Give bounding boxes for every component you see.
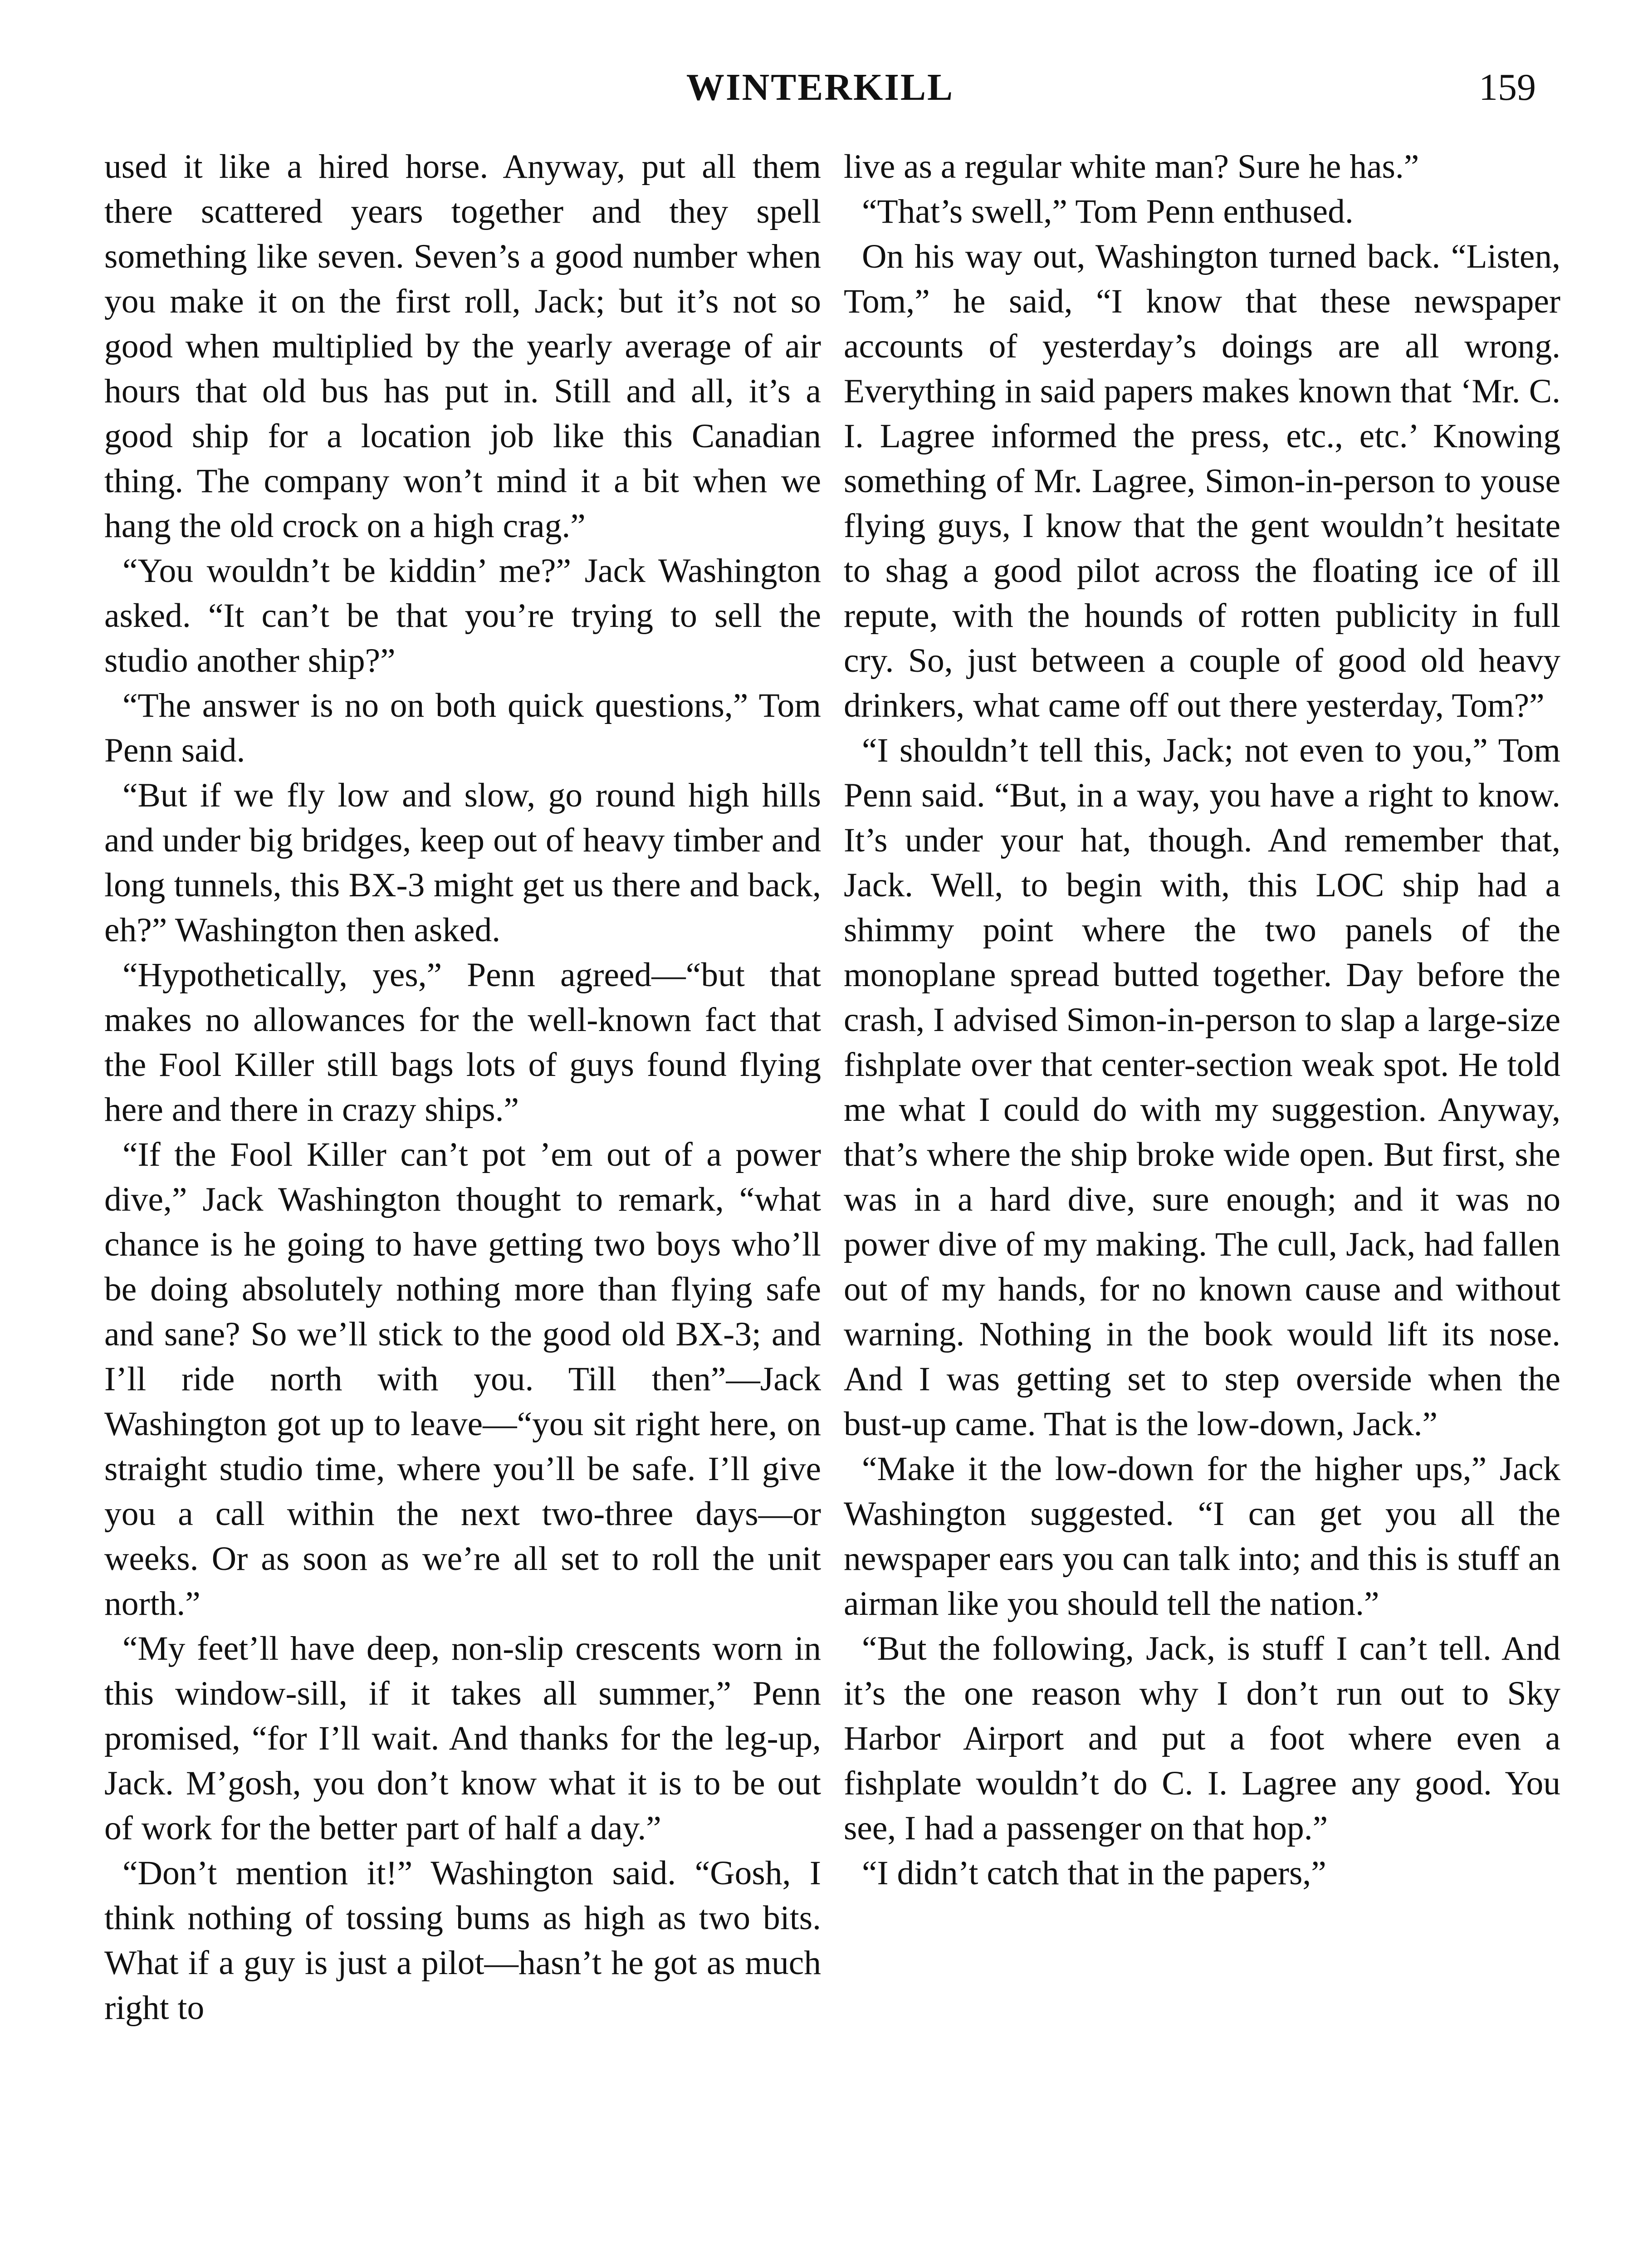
paragraph: “That’s swell,” Tom Penn enthused. <box>862 193 1354 230</box>
left-column <box>104 144 821 2030</box>
page-header <box>104 63 1536 112</box>
page-number: 159 <box>1479 66 1536 108</box>
paragraph: live as a regular white man? Sure he has.” <box>844 148 1419 186</box>
paragraph: “You wouldn’t be kiddin’ me?” Jack Washington asked. “It can’t be that you’re trying to sell the studio another ship?” <box>104 552 821 679</box>
paragraph: “The answer is no on both quick questions,” Tom Penn said. <box>104 687 821 769</box>
paragraph: used it like a hired horse. Anyway, put all them there scattered years together and they spell something like seven. Seven’s a good number when you make it on the first roll, Jack; but it’s not so good when multiplied by the yearly average of air hours that old bus has put in. Still and all, it’s a good ship for a location job like this Canadian thing. The company won’t mind it a bit when we hang the old crock on a high crag.” <box>104 148 821 545</box>
paragraph: “Don’t mention it!” Washington said. “Gosh, I think nothing of tossing bums as high as two bits. What if a guy is just a pilot—hasn’t he got as much right to <box>104 1854 821 2027</box>
paragraph: On his way out, Washington turned back. “Listen, Tom,” he said, “I know that these newspaper accounts of yesterday’s doings are all wrong. Everything in said papers makes known that ‘Mr. C. I. Lagree informed the press, etc., etc.’ Knowing something of Mr. Lagree, Simon-in-person to youse flying guys, I know that the gent wouldn’t hesitate to shag a good pilot across the floating ice of ill repute, with the hounds of rotten publicity in full cry. So, just between a couple of good old heavy drinkers, what came off out there yesterday, Tom?” <box>844 238 1560 724</box>
paragraph: “My feet’ll have deep, non-slip crescents worn in this window-sill, if it takes all summer,” Penn promised, “for I’ll wait. And thanks for the leg-up, Jack. M’gosh, you don’t know what it is to be out of work for the better part of half a day.” <box>104 1630 821 1847</box>
paragraph: “But the following, Jack, is stuff I can’t tell. And it’s the one reason why I don’t run out to Sky Harbor Airport and put a foot where even a fishplate wouldn’t do C. I. Lagree any good. You see, I had a passenger on that hop.” <box>844 1630 1560 1847</box>
paragraph: “I shouldn’t tell this, Jack; not even to you,” Tom Penn said. “But, in a way, you have a right to know. It’s under your hat, though. And remember that, Jack. Well, to begin with, this LOC ship had a shimmy point where the two panels of the monoplane spread butted together. Day before the crash, I advised Simon-in-person to slap a large-size fishplate over that center-section weak spot. He told me what I could do with my suggestion. Anyway, that’s where the ship broke wide open. But first, she was in a hard dive, sure enough; and it was no power dive of my making. The cull, Jack, had fallen out of my hands, for no known cause and without warning. Nothing in the book would lift its nose. And I was getting set to step overside when the bust-up came. That is the low-down, Jack.” <box>844 732 1560 1443</box>
paragraph: “Hypothetically, yes,” Penn agreed—“but that makes no allowances for the well-known fact that the Fool Killer still bags lots of guys found flying here and there in crazy ships.” <box>104 956 821 1129</box>
paragraph: “Make it the low-down for the higher ups,” Jack Washington suggested. “I can get you all the newspaper ears you can talk into; and this is stuff an airman like you should tell the nation.” <box>844 1450 1560 1623</box>
right-column <box>844 144 1560 1896</box>
paragraph: “If the Fool Killer can’t pot ’em out of a power dive,” Jack Washington thought to remark, “what chance is he going to have getting two boys who’ll be doing absolutely nothing more than flying safe and sane? So we’ll stick to the good old BX-3; and I’ll ride north with you. Till then”—Jack Washington got up to leave—“you sit right here, on straight studio time, where you’ll be safe. I’ll give you a call within the next two-three days—or weeks. Or as soon as we’re all set to roll the unit north.” <box>104 1136 821 1623</box>
paragraph: “But if we fly low and slow, go round high hills and under big bridges, keep out of heavy timber and long tunnels, this BX-3 might get us there and back, eh?” Washington then asked. <box>104 777 821 949</box>
paragraph: “I didn’t catch that in the papers,” <box>862 1854 1326 1892</box>
running-title: WINTERKILL <box>686 66 954 108</box>
